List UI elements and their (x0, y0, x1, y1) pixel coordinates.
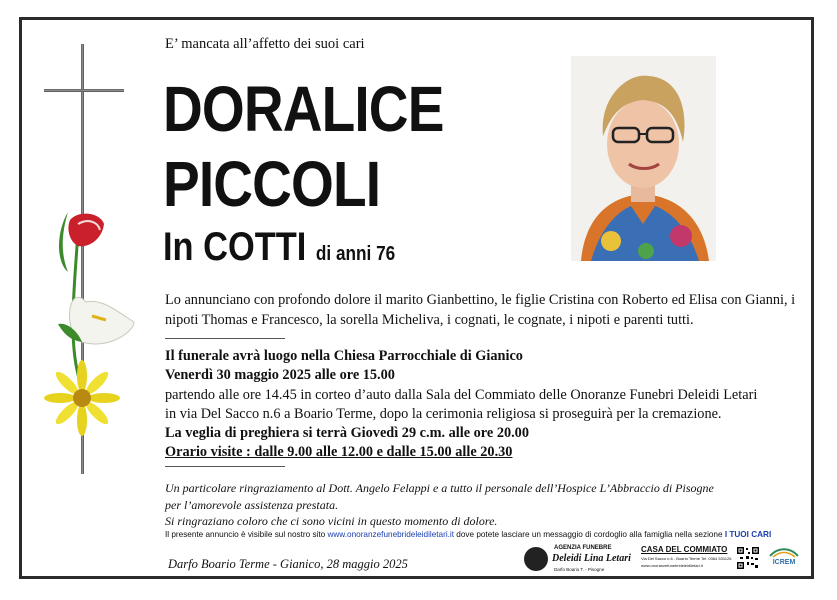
agency-name: Deleidi Lina Letari (552, 553, 631, 564)
first-name: DORALICE (163, 73, 444, 145)
section-link[interactable]: I TUOI CARI (724, 530, 772, 539)
age-text: di anni 76 (315, 243, 396, 265)
thanks-line: per l’amorevole assistenza prestata. (165, 497, 339, 512)
website-notice (165, 530, 805, 539)
funeral-line-date: Venerdì 30 maggio 2025 alle ore 15.00 (165, 367, 395, 384)
married-name-text: In COTTI (163, 225, 307, 269)
divider (165, 338, 285, 339)
announcement-text: Lo annunciano con profondo dolore il marito Gianbettino, le figlie Cristina con Roberto ed Elisa con Gianni, i nipoti Thomas e Francesco, la sorella Micheliva, i cognati, le cognate, i nipoti e parenti tutti. (165, 292, 796, 328)
place-date: Darfo Boario Terme - Gianico, 28 maggio 2025 (168, 557, 408, 571)
cross-arm (44, 89, 124, 92)
thanks-line: Un particolare ringraziamento al Dott. Angelo Felappi e a tutto il personale dell’Hospice L’Abbraccio di Pisogne (165, 481, 714, 495)
flowers-icon (38, 212, 148, 442)
married-name (163, 227, 395, 267)
casa-label: CASA DEL COMMIATO (641, 545, 728, 554)
notice-prefix: Il presente annuncio è visibile sul nostro sito (165, 530, 328, 539)
funeral-line-cortege: partendo alle ore 14.45 in corteo d’auto dalla Sala del Commiato delle Onoranze Funebri Deleidi Letari (165, 386, 758, 403)
website-link[interactable]: www.onoranzefunebrideleidiletari.it (327, 530, 455, 539)
agency-emblem-icon (524, 547, 548, 571)
icrem-logo (764, 547, 804, 569)
funeral-line-address: in via Del Sacco n.6 a Boario Terme, dopo la cerimonia religiosa si proseguirà per la cremazione. (165, 405, 722, 422)
casa-commiato-block (641, 545, 733, 575)
thanks-text (165, 480, 805, 530)
qr-code-icon[interactable] (736, 546, 760, 570)
casa-site: www.onoranzefunebrideleidiletari.it (641, 563, 703, 568)
agency-label: AGENZIA FUNEBRE (554, 545, 612, 551)
intro-text: E’ mancata all’affetto dei suoi cari (165, 36, 365, 52)
funeral-line-church: Il funerale avrà luogo nella Chiesa Parrocchiale di Gianico (165, 348, 523, 364)
last-name: PICCOLI (163, 148, 381, 220)
divider (165, 466, 285, 467)
funeral-line-visits: Orario visite : dalle 9.00 alle 12.00 e dalle 15.00 alle 20.30 (165, 444, 513, 461)
agency-address: Darfo Boario T. - Pisogne (554, 567, 605, 572)
agency-logo (524, 545, 632, 575)
icrem-label: ICREM (772, 559, 796, 566)
portrait-photo (571, 56, 716, 261)
casa-address: Via Del Sacco n.6 - Boario Terme Tel. 0364 531126 (641, 556, 732, 561)
funeral-line-vigil: La veglia di preghiera si terrà Giovedì 29 c.m. alle ore 20.00 (165, 425, 529, 442)
notice-middle: dove potete lasciare un messaggio di cordoglio alla famiglia nella sezione (454, 530, 725, 539)
thanks-line: Si ringraziano coloro che ci sono vicini in questo momento di dolore. (165, 514, 498, 528)
icrem-arc-icon (764, 547, 804, 569)
funeral-details (165, 347, 805, 463)
